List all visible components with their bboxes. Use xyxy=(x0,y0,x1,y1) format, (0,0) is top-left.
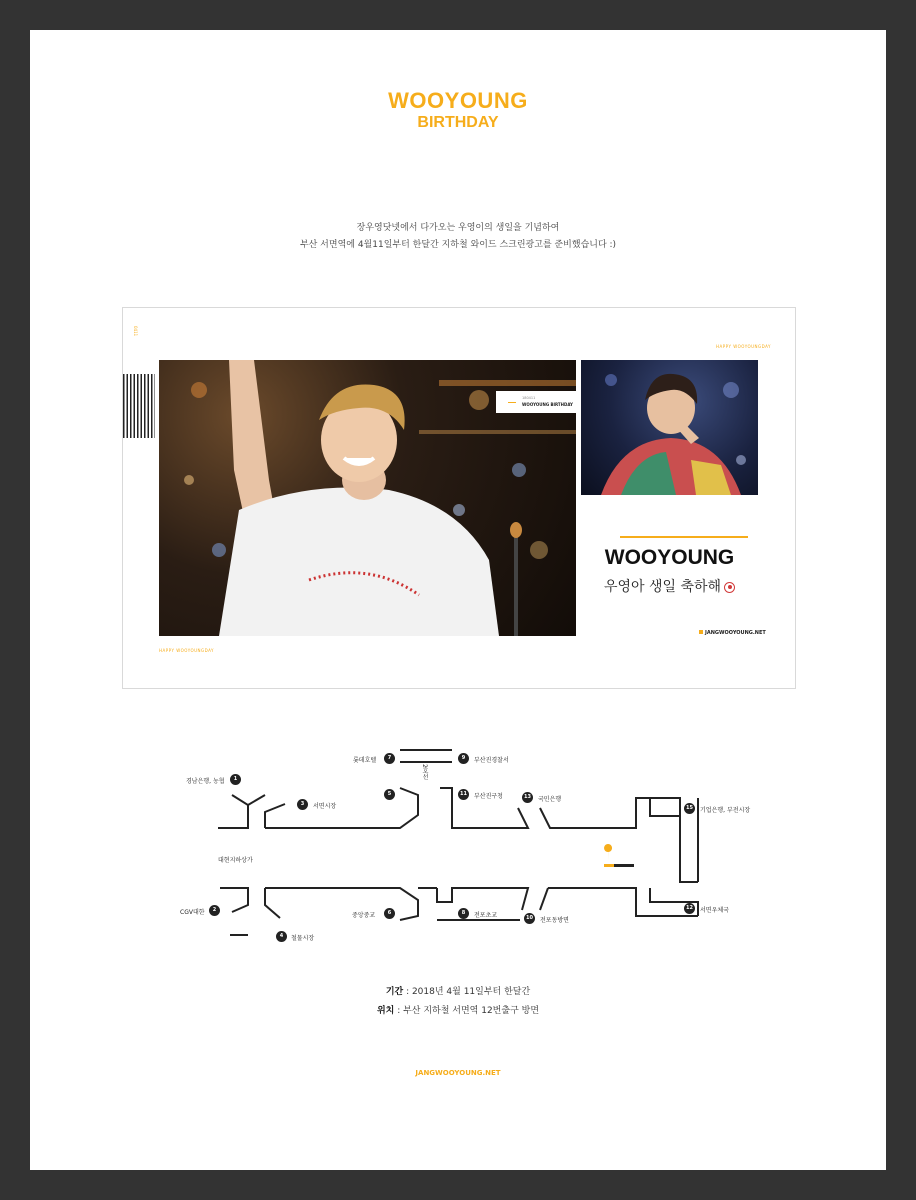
birthday-message-text: 우영아 생일 축하해 xyxy=(603,579,722,595)
station-label: 전포동방면 xyxy=(540,917,569,924)
station-label: 경남은행, 농협 xyxy=(186,778,225,785)
site-accent-dot xyxy=(699,630,703,634)
station-node: 7 xyxy=(384,753,395,764)
station-label: CGV대한 xyxy=(180,909,205,916)
station-label: 롯데호텔 xyxy=(353,757,377,764)
banner-message xyxy=(581,576,758,596)
banner-bottom-caption: HAPPY WOOYOUNGDAY xyxy=(159,648,214,653)
name-accent-bar xyxy=(620,536,748,538)
banner-name: WOOYOUNG xyxy=(604,546,735,569)
photo-label-card xyxy=(496,391,578,413)
station-node: 3 xyxy=(297,799,308,810)
label-accent-bar xyxy=(508,402,516,403)
heart-icon xyxy=(724,582,735,593)
location-value: : 부산 지하철 서면역 12번출구 방면 xyxy=(394,1006,540,1016)
station-map xyxy=(0,740,916,960)
station-node: 12 xyxy=(684,903,695,914)
station-node: 8 xyxy=(458,908,469,919)
station-node: 10 xyxy=(524,913,535,924)
station-node: 11 xyxy=(458,789,469,800)
label-small-text: 180411 xyxy=(522,396,536,400)
intro-line-1: 장우영닷넷에서 다가오는 우영이의 생일을 기념하여 xyxy=(356,223,560,233)
location-label: 위치 xyxy=(376,1006,395,1016)
info-location xyxy=(0,1003,916,1016)
ad-banner xyxy=(122,307,796,689)
station-label: 부산진구청 xyxy=(474,793,503,800)
station-node: 4 xyxy=(276,931,287,942)
station-node: 15 xyxy=(684,803,695,814)
station-label: 중앙중교 xyxy=(352,912,376,919)
line-label: 2호선 xyxy=(421,764,428,780)
page-subtitle: BIRTHDAY xyxy=(417,114,499,131)
page-title: WOOYOUNG xyxy=(388,88,528,113)
banner-top-caption: HAPPY WOOYOUNGDAY xyxy=(716,344,771,349)
station-node: 1 xyxy=(230,774,241,785)
station-node: 6 xyxy=(384,908,395,919)
station-label: 국민은행 xyxy=(538,796,562,803)
station-label: 철물시장 xyxy=(291,935,315,942)
map-lines xyxy=(0,740,916,960)
info-period xyxy=(0,984,916,997)
station-label: 서면시장 xyxy=(313,803,337,810)
station-label: 서면우체국 xyxy=(700,907,729,914)
station-node: 13 xyxy=(522,792,533,803)
banner-vertical-text: 0411 xyxy=(133,326,138,337)
side-photo xyxy=(581,360,758,495)
station-node: 5 xyxy=(384,789,395,800)
banner-site-link: JANGWOOYOUNG.NET xyxy=(705,630,766,636)
station-node: 9 xyxy=(458,753,469,764)
station-node: 2 xyxy=(209,905,220,916)
intro-line-2: 부산 서면역에 4월11일부터 한달간 지하철 와이드 스크린광고를 준비했습니다 :) xyxy=(299,240,617,250)
period-value: : 2018년 4월 11일부터 한달간 xyxy=(403,987,531,997)
station-label: 전포초교 xyxy=(474,912,498,919)
period-label: 기간 xyxy=(385,987,404,997)
station-label: 기업은행, 부전시장 xyxy=(700,807,751,814)
station-label: 부산진경찰서 xyxy=(474,757,509,764)
footer-site-link[interactable]: JANGWOOYOUNG.NET xyxy=(415,1069,501,1077)
left-area-label: 대현지하상가 xyxy=(218,857,253,864)
label-main-text: WOOYOUNG BIRTHDAY xyxy=(522,402,573,407)
barcode-stripes xyxy=(123,374,155,438)
